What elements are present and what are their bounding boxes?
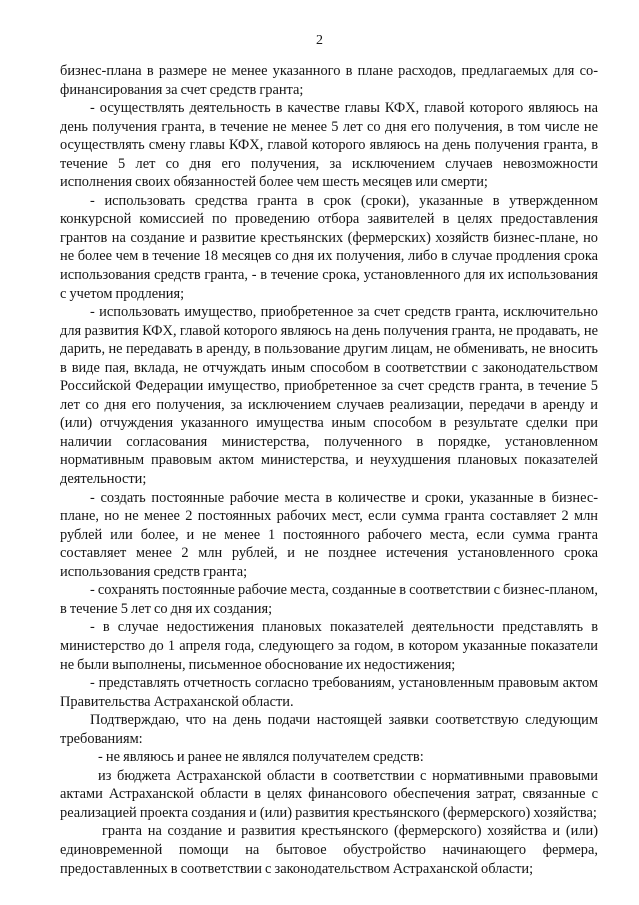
paragraph-grant-and-aid: гранта на создание и развития крестьянского (фермерского) хозяйства и (или) единовременной помощи на бытовое обустройство начинающего фермера, предоставленных в соответствии с законодательством Астраханской области; (60, 823, 598, 877)
paragraph-not-recipient: - не являюсь и ранее не являлся получателем средств: (98, 749, 424, 766)
paragraph-regional-budget: из бюджета Астраханской области в соответствии с нормативными правовыми актами Астраханской области в целях финансового обеспечения затрат, связанные с реализацией проекта создания и (или) развития крестьянского (фермерского) хозяйства; (60, 767, 598, 821)
paragraph-kfh-head-obligation: - осуществлять деятельность в качестве главы КФХ, главой которого являюсь на день получения гранта, в течение не менее 5 лет со дня его получения, в том числе не осуществлять смену главы КФХ, главой которого являюсь на день получения гранта, в течение 5 лет со дня его получения, за исключением случаев невозможности исполнения своих обязанностей более чем шесть месяцев или смерти; (60, 100, 598, 191)
paragraph-underperformance-report: - в случае недостижения плановых показателей деятельности представлять в министерство до 1 апреля года, следующего за годом, в котором указанные показатели не были выполнены, письменное обоснование их недостижения; (60, 619, 598, 673)
paragraph-property-usage: - использовать имущество, приобретенное за счет средств гранта, исключительно для развития КФХ, главой которого являюсь на день получения гранта, не продавать, не дарить, не передавать в аренду, в пользование другим лицам, не обменивать, не вносить в виде пая, вклада, не отчуждать иным способом в соответствии с законодательством Российской Федерации имущество, приобретенное за счет средств гранта, в течение 5 лет со дня его получения, за исключением случаев реализации, передачи в аренду и (или) отчуждения указанного имущества иным способом в результате сделки при наличии согласования министерства, полученного в порядке, установленном нормативным правовым актом министерства, и неухудшения плановых показателей деятельности; (60, 304, 598, 488)
paragraph-reporting: - представлять отчетность согласно требованиям, установленным правовым актом Правительства Астраханской области. (60, 675, 598, 710)
paragraph-grant-usage-term: - использовать средства гранта в срок (сроки), указанные в утвержденном конкурсной комиссией по проведению отбора заявителей в целях предоставления грантов на создание и развитие крестьянских (фермерских) хозяйств бизнес-плане, но не более чем в течение 18 месяцев со дня их получения, либо в случае продления срока использования средств гранта, - в течение срока, установленного для их использования с учетом продления; (60, 192, 598, 302)
paragraph-cofinancing: бизнес-плана в размере не менее указанного в плане расходов, предлагаемых для со-финансирования за счет средств гранта; (60, 63, 598, 98)
paragraph-confirmation: Подтверждаю, что на день подачи настоящей заявки соответствую следующим требованиям: (60, 712, 598, 747)
paragraph-create-jobs: - создать постоянные рабочие места в количестве и сроки, указанные в бизнес-плане, но не менее 2 постоянных рабочих мест, если сумма гранта составляет 2 млн рублей или более, и не менее 1 постоянного рабочего места, если сумма гранта составляет менее 2 млн рублей, и не позднее истечения установленного срока использования средств гранта; (60, 489, 598, 580)
document-body (60, 62, 598, 878)
page-number: 2 (316, 33, 323, 48)
paragraph-keep-jobs: - сохранять постоянные рабочие места, созданные в соответствии с бизнес-планом, в течение 5 лет со дня их создания; (60, 582, 598, 617)
